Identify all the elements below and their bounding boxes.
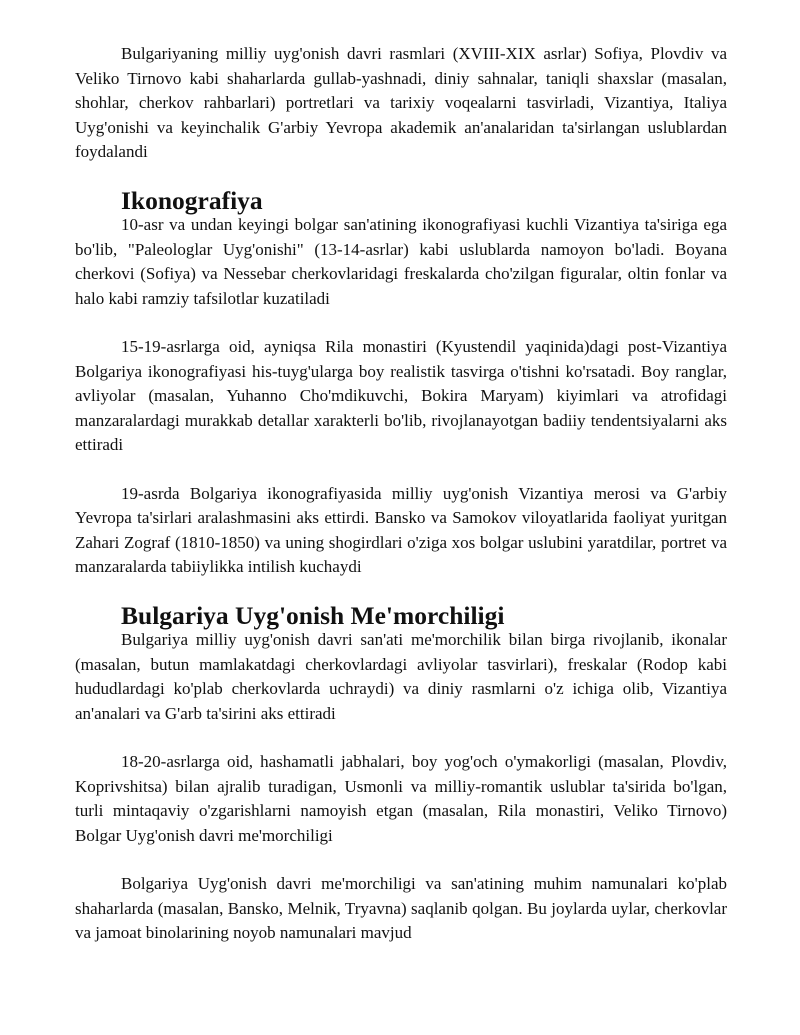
intro-paragraph: Bulgariyaning milliy uyg'onish davri rasmlari (XVIII-XIX asrlar) Sofiya, Plovdiv va Veliko Tirnovo kabi shaharlarda gullab-yashnadi, diniy sahnalar, taniqli shaxslar (masalan, shohlar, cherkov rahbarlari) portretlari va tarixiy voqealarni tasvirladi, Vizantiya, Italiya Uyg'onishi va keyinchalik G'arbiy Yevropa akademik an'analaridan ta'sirlangan uslublardan foydalandi (75, 44, 727, 161)
section-iconography (75, 185, 727, 580)
section-paragraph: 19-asrda Bolgariya ikonografiyasida milliy uyg'onish Vizantiya merosi va G'arbiy Yevropa ta'sirlari aralashmasini aks ettirdi. Bansko va Samokov viloyatlarida faoliyat yuritgan Zahari Zograf (1810-1850) va uning shogirdlari o'ziga xos bolgar uslubini yaratdilar, portret va manzaralarda tabiiylikka intilish kuchaydi (75, 483, 727, 576)
section-heading: Bulgariya Uyg'onish Me'morchiligi (121, 600, 505, 630)
section-heading: Ikonografiya (121, 185, 263, 215)
section-paragraph: Bolgariya Uyg'onish davri me'morchiligi va san'atining muhim namunalari ko'plab shaharlarda (masalan, Bansko, Melnik, Tryavna) saqlanib qolgan. Bu joylarda uylar, cherkovlar va jamoat binolarining noyob namunalari mavjud (75, 874, 727, 942)
document-page (75, 42, 727, 946)
section-paragraph: Bulgariya milliy uyg'onish davri san'ati me'morchilik bilan birga rivojlanib, ikonalar (masalan, butun mamlakatdagi cherkovlardagi avliyolar tasvirlari), freskalar (Rodop kabi hududlardagi ko'plab cherkovlarda uchraydi) va diniy rasmlarni o'z ichiga olib, Vizantiya an'analari va G'arb ta'sirini aks ettiradi (75, 630, 727, 723)
section-paragraph: 18-20-asrlarga oid, hashamatli jabhalari, boy yog'och o'ymakorligi (masalan, Plovdiv, Koprivshitsa) bilan ajralib turadigan, Usmonli va milliy-romantik uslublar ta'sirida bo'lgan, turli mintaqaviy o'zgarishlarni namoyish etgan (masalan, Rila monastiri, Veliko Tirnovo) Bolgar Uyg'onish davri me'morchiligi (75, 752, 727, 845)
section-paragraph: 10-asr va undan keyingi bolgar san'atining ikonografiyasi kuchli Vizantiya ta'siriga ega bo'lib, "Paleologlar Uyg'onishi" (13-14-asrlar) kabi uslublarda namoyon bo'ladi. Boyana cherkovi (Sofiya) va Nessebar cherkovlaridagi freskalarda cho'zilgan figuralar, oltin fonlar va halo kabi ramziy tafsilotlar kuzatiladi (75, 215, 727, 308)
section-paragraph: 15-19-asrlarga oid, ayniqsa Rila monastiri (Kyustendil yaqinida)dagi post-Vizantiya Bolgariya ikonografiyasi his-tuyg'ularga boy realistik tasvirga o'tishni ko'rsatadi. Boy ranglar, avliyolar (masalan, Yuhanno Cho'mdikuvchi, Bokira Maryam) kiyimlari va atrofidagi manzaralardagi murakkab detallar xarakterli bo'lib, rivojlanayotgan badiiy tendentsiyalarni aks ettiradi (75, 337, 727, 454)
section-architecture (75, 600, 727, 946)
